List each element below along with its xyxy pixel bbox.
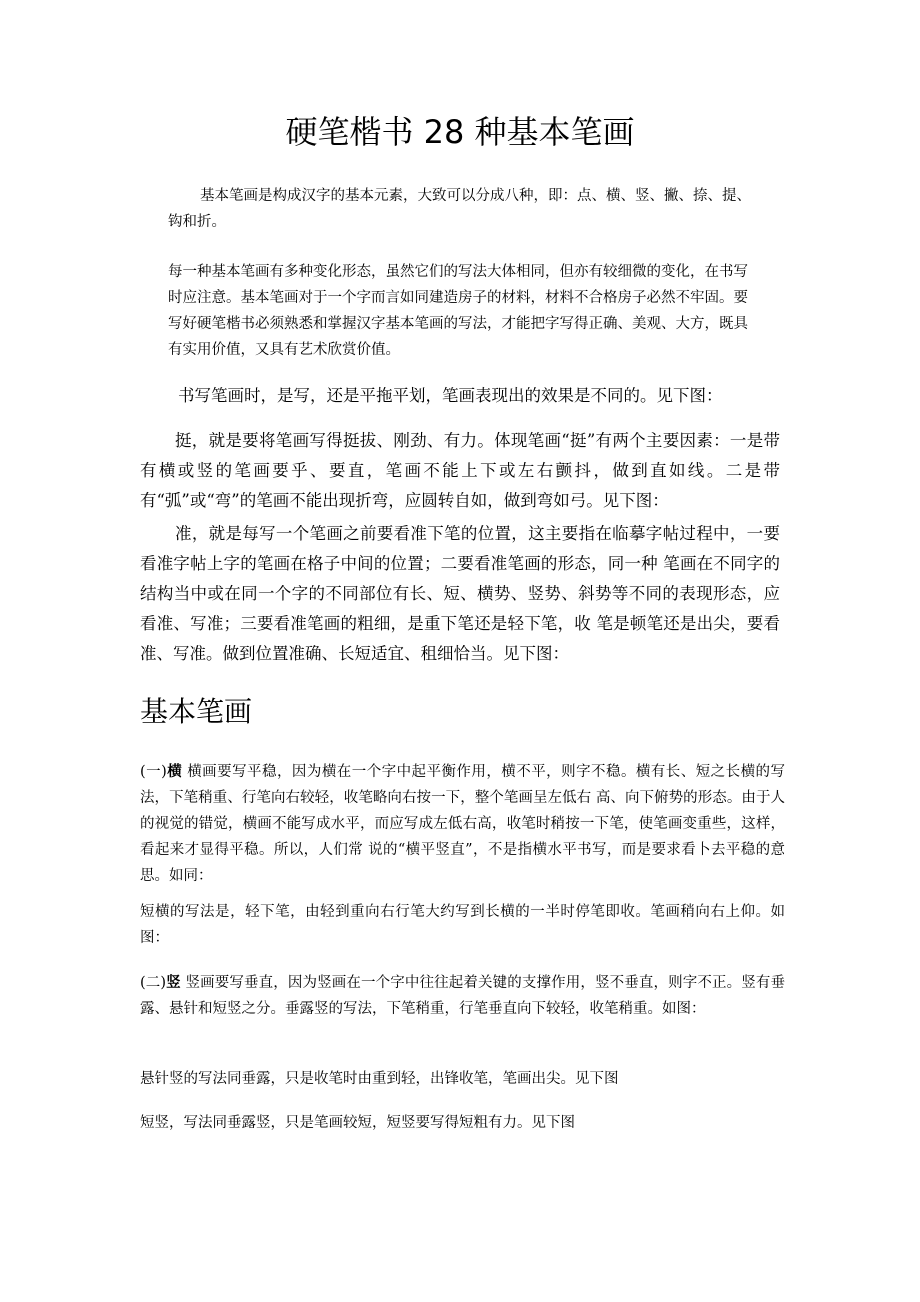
intro-paragraph-stroke-types: 基本笔画是构成汉字的基本元素，大致可以分成八种，即：点、横、竖、撇、捺、提、钩和折。 bbox=[168, 188, 751, 230]
paragraph-short-shu: 短竖，写法同垂露竖，只是笔画较短，短竖要写得短粗有力。见下图 bbox=[140, 1115, 575, 1131]
heng-prefix: (一) bbox=[140, 764, 167, 780]
paragraph-zhun: 准，就是每写一个笔画之前要看准下笔的位置，这主要指在临摹字帖过程中，一要看准字帖上字的笔画在格子中间的位置；二要看准笔画的形态，同一种 笔画在不同字的结构当中或在同一个字的不同部位有长、短、横势、竖势、斜势等不同的表现形态，应看准、写准；三要看准笔画的粗细，是重下笔还是轻下笔，收 笔是顿笔还是出尖，要看准、写准。做到位置准确、长短适宜、租细恰当。见下图： bbox=[140, 524, 780, 663]
paragraph-writing-method: 书写笔画时，是写，还是平拖平划，笔画表现出的效果是不同的。见下图： bbox=[178, 386, 723, 405]
paragraph-short-heng: 短横的写法是，轻下笔，由轻到重向右行笔大约写到长横的一半时停笔即收。笔画稍向右上仰。如图： bbox=[140, 904, 785, 946]
intro-paragraph-stroke-variations: 每一种基本笔画有多种变化形态，虽然它们的写法大体相同，但亦有较细微的变化，在书写时应注意。基本笔画对于一个字而言如同建造房子的材料，材料不合格房子必然不牢固。要写好硬笔楷书必须熟悉和掌握汉字基本笔画的写法，才能把字写得正确、美观、大方，既具有实用价值，又具有艺术欣赏价值。 bbox=[168, 264, 748, 358]
shu-text: 竖画要写垂直，因为竖画在一个字中往往起着关键的支撑作用，竖不垂直，则字不正。竖有垂露、悬针和短竖之分。垂露竖的写法，下笔稍重，行笔垂直向下较轻，收笔稍重。如图： bbox=[140, 975, 785, 1017]
section-heading-basic-strokes: 基本笔画 bbox=[140, 695, 253, 728]
heng-text: 横画要写平稳，因为横在一个字中起平衡作用，横不平，则字不稳。横有长、短之长横的写法，下笔稍重、行笔向右较轻，收笔略向右按一下，整个笔画呈左低右 高、向下俯势的形态。由于人的视觉的错觉，横画不能写成水平，而应写成左低右高，收笔时稍按一下笔，使笔画变重些，这样，看起来才显得平稳。所以，人们常 说的“横平竖直”，不是指横水平书写，而是要求看卜去平稳的意思。如同： bbox=[140, 764, 786, 884]
paragraph-xuanzhen-shu: 悬针竖的写法同垂露，只是收笔时由重到轻，出锋收笔，笔画出尖。见下图 bbox=[140, 1071, 619, 1087]
heng-label: 横 bbox=[166, 763, 183, 780]
shu-prefix: (二) bbox=[140, 975, 167, 991]
paragraph-heng-stroke bbox=[140, 759, 785, 889]
paragraph-ting: 挺，就是要将笔画写得挺拔、刚劲、有力。体现笔画“挺”有两个主要因素：一是带有横或竖的笔画要乎、要直，笔画不能上下或左右颤抖，做到直如线。二是带有“弧”或“弯”的笔画不能出现折弯，应圆转自如，做到弯如弓。见下图： bbox=[140, 431, 780, 510]
page-title: 硬笔楷书 28 种基本笔画 bbox=[285, 113, 635, 151]
shu-label: 竖 bbox=[166, 974, 181, 991]
paragraph-shu-stroke bbox=[140, 970, 785, 1022]
